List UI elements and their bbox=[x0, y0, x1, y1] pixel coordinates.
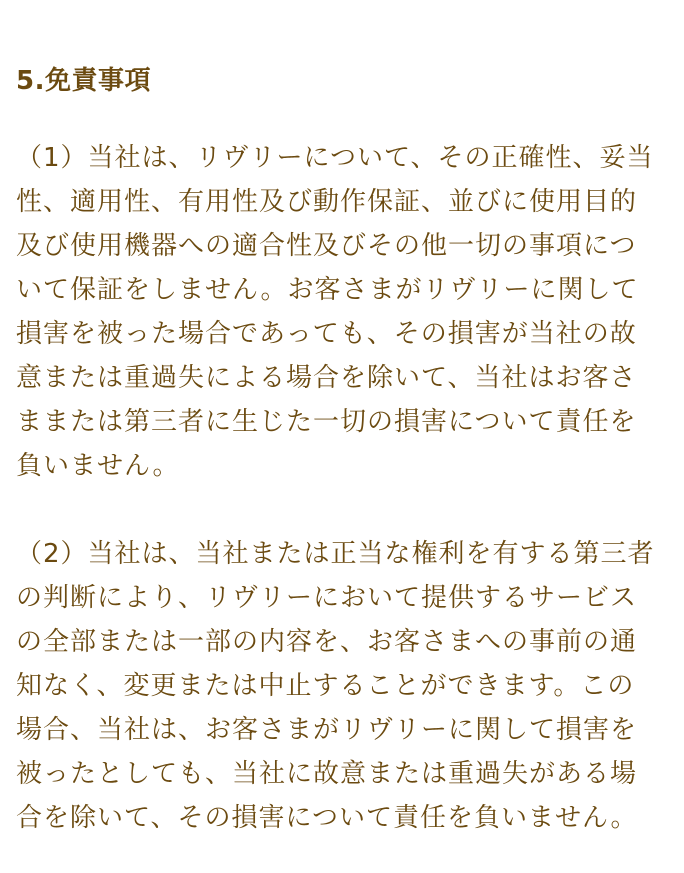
disclaimer-paragraph-1 bbox=[16, 136, 678, 488]
paragraph-line: いて保証をしません。お客さまがリヴリーに関して bbox=[16, 275, 639, 305]
paragraph-line: （2）当社は、当社または正当な権利を有する第三者 bbox=[16, 539, 655, 569]
paragraph-line: 被ったとしても、当社に故意または重過失がある場 bbox=[16, 759, 638, 789]
paragraph-line: ままたは第三者に生じた一切の損害について責任を bbox=[16, 407, 637, 437]
paragraph-line: 意または重過失による場合を除いて、当社はお客さ bbox=[16, 363, 637, 393]
paragraph-line: 合を除いて、その損害について責任を負いません。 bbox=[16, 803, 638, 833]
paragraph-line: 場合、当社は、お客さまがリヴリーに関して損害を bbox=[16, 715, 638, 745]
paragraph-line: 知なく、変更または中止することができます。この bbox=[16, 671, 635, 701]
paragraph-line: 及び使用機器への適合性及びその他一切の事項につ bbox=[16, 231, 637, 261]
paragraph-line: 性、適用性、有用性及び動作保証、並びに使用目的 bbox=[16, 187, 638, 217]
paragraph-line: の全部または一部の内容を、お客さまへの事前の通 bbox=[16, 627, 638, 657]
disclaimer-paragraph-2 bbox=[16, 532, 678, 840]
section-title: 5.免責事項 bbox=[16, 66, 151, 96]
paragraph-line: 損害を被った場合であっても、その損害が当社の故 bbox=[16, 319, 637, 349]
paragraph-line: の判断により、リヴリーにおいて提供するサービス bbox=[16, 583, 638, 613]
paragraph-line: 負いません。 bbox=[16, 451, 180, 481]
paragraph-line: （1）当社は、リヴリーについて、その正確性、妥当 bbox=[16, 143, 654, 173]
